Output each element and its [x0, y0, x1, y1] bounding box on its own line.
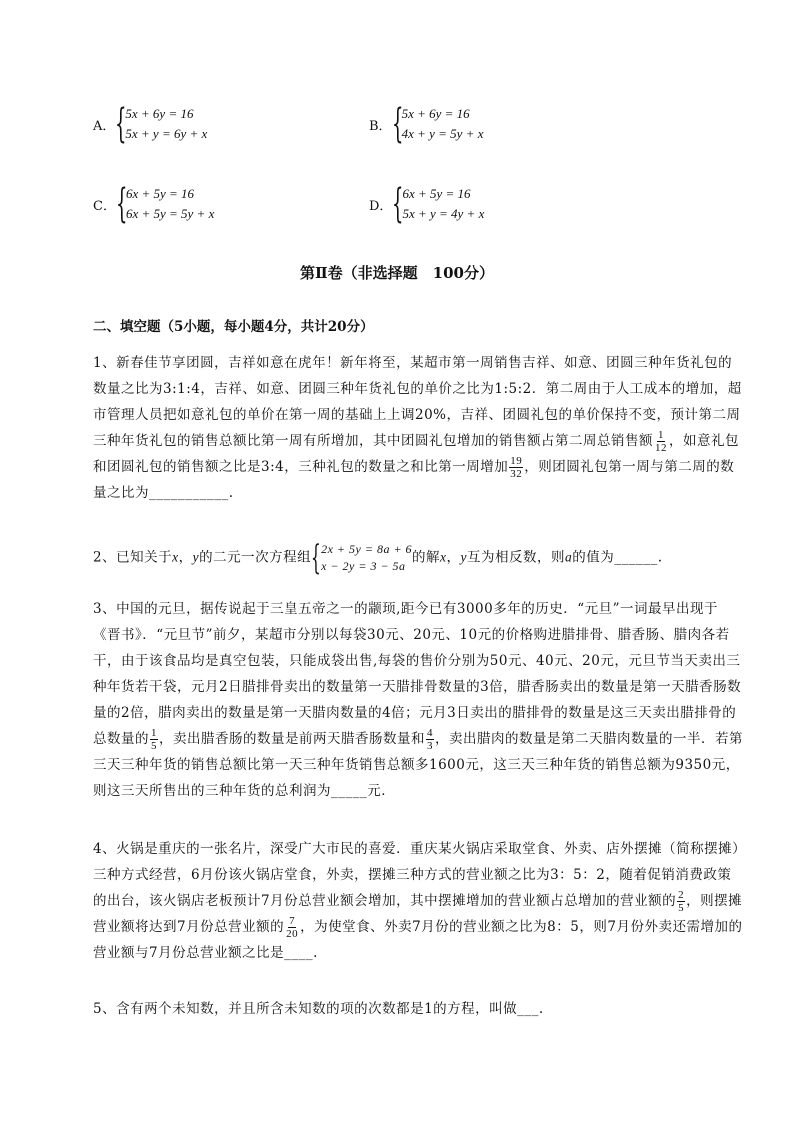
equation: x − 2y = 3 − 5a [321, 559, 406, 573]
fraction: $\frac{4}{3}$ [427, 727, 433, 752]
part-title: 第Ⅱ卷（非选择题 100分） [300, 264, 494, 282]
variable: x [172, 549, 179, 565]
question-text: ，卖出腊香肠的数量是前两天腊香肠数量和 [159, 731, 425, 747]
option-a[interactable] [93, 101, 208, 147]
question-text: 1、新春佳节享团圆，吉祥如意在虎年！新年将至，某超市第一周销售吉祥、如意、团圆三种年货礼包的数量之比为3:1:4，吉祥、如意、团圆三种年货礼包的单价之比为1:5:2．第二周由于人工成本的增加，超市管理人员把如意礼包的单价在第一周的基础上上调20%，吉祥、团圆礼包的单价保持不变，预计第二周三种年货礼包的销售总额比第一周有所增加，其中团圆礼包增加的销售额占第二周总销售额 [93, 355, 742, 449]
option-label: B． [369, 118, 392, 134]
equation-system [311, 538, 413, 578]
option-b[interactable] [369, 101, 484, 147]
equation: 5x + 6y = 16 [401, 106, 470, 121]
section-title: 二、填空题（5小题，每小题4分，共计20分） [93, 319, 374, 335]
question-text: 4、火锅是重庆的一张名片，深受广大市民的喜爱．重庆某火锅店采取堂食、外卖、店外摆摊（简称摆摊）三种方式经营，6月份该火锅店堂食，外卖，摆摊三种方式的营业额之比为3：5：2，随着促销消费政策的出台，该火锅店老板预计7月份总营业额会增加，其中摆摊增加的营业额占总增加的营业额的 [93, 841, 740, 909]
question-3 [93, 596, 743, 804]
question-text: 2、已知关于 [93, 549, 173, 566]
question-text: ，则摆摊营业额将达到7月份总营业额的 [93, 893, 743, 935]
brace-icon: { [311, 538, 322, 578]
option-label: D． [369, 198, 393, 214]
variable: a [565, 549, 573, 565]
brace-icon: { [115, 181, 128, 227]
fraction: $\frac{1}{12}$ [655, 429, 667, 454]
brace-icon: { [392, 181, 404, 227]
fraction: $\frac{7}{20}$ [286, 915, 299, 940]
question-text: 互为相反数，则 [467, 549, 566, 566]
separator: ， [446, 549, 461, 566]
variable: y [192, 549, 200, 565]
question-1 [93, 350, 743, 506]
brace-icon: { [115, 101, 127, 147]
fraction: $\frac{2}{5}$ [678, 889, 685, 914]
equation: 4x + y = 5y + x [401, 126, 484, 141]
equation: 5x + 6y = 16 [125, 106, 194, 121]
equation: 5x + y = 4y + x [402, 206, 485, 221]
equation: 5x + y = 6y + x [125, 126, 208, 141]
question-text: ，如意礼包和团圆礼包的销售额之比是3:4，三种礼包的数量之和比第一周增加 [93, 433, 739, 475]
question-2 [93, 538, 743, 578]
fraction: $\frac{1}{5}$ [151, 727, 157, 752]
question-5 [93, 996, 743, 1022]
question-4 [93, 836, 743, 966]
equation: 6x + 5y = 5y + x [125, 206, 215, 221]
question-text: ，则团圆礼包第一周与第二周的数量之比为___________. [93, 459, 735, 501]
equation: 2x + 5y = 8a + 6 [321, 542, 413, 556]
question-text: 的解 [412, 549, 441, 566]
option-label: C． [93, 198, 116, 214]
question-text: ，卖出腊肉的数量是第二天腊肉数量的一半．若第三天三种年货的销售总额比第一天三种年货销售总额多1600元，这三天三种年货的销售总额为9350元，则这三天所售出的三种年货的总利润为_____元． [93, 731, 743, 799]
option-c[interactable] [93, 181, 215, 227]
brace-icon: { [391, 101, 404, 147]
option-d[interactable] [369, 181, 485, 227]
variable: x [440, 549, 447, 565]
separator: ， [178, 549, 193, 566]
question-text: 5、含有两个未知数，并且所含未知数的项的次数都是1的方程，叫做___. [93, 1001, 544, 1017]
fraction: $\frac{19}{32}$ [510, 455, 523, 480]
option-label: A． [93, 118, 116, 134]
variable: y [460, 549, 468, 565]
question-text: 3、中国的元旦，据传说起于三皇五帝之一的颛顼,距今已有3000多年的历史．“元旦”一词最早出现于《晋书》．“元旦节”前夕，某超市分别以每袋30元、20元、10元的价格购进腊排骨、腊香肠、腊肉各若干，由于该食品均是真空包装，只能成袋出售,每袋的售价分别为50元、40元、20元，元旦节当天卖出三种年货若干袋，元月2日腊排骨卖出的数量第一天腊排骨数量的3倍，腊香肠卖出的数量是第一天腊香肠数量的2倍，腊肉卖出的数量是第一天腊肉数量的4倍；元月3日卖出的腊排骨的数量是这三天卖出腊排骨的总数量的 [93, 601, 742, 747]
equation: 6x + 5y = 16 [402, 186, 471, 201]
question-text: 的二元一次方程组 [199, 549, 312, 566]
question-text: 的值为______. [572, 549, 663, 566]
equation: 6x + 5y = 16 [125, 186, 195, 201]
question-text: ，为使堂食、外卖7月份的营业额之比为8：5，则7月份外卖还需增加的营业额与7月份总营业额之比是____. [93, 919, 743, 961]
